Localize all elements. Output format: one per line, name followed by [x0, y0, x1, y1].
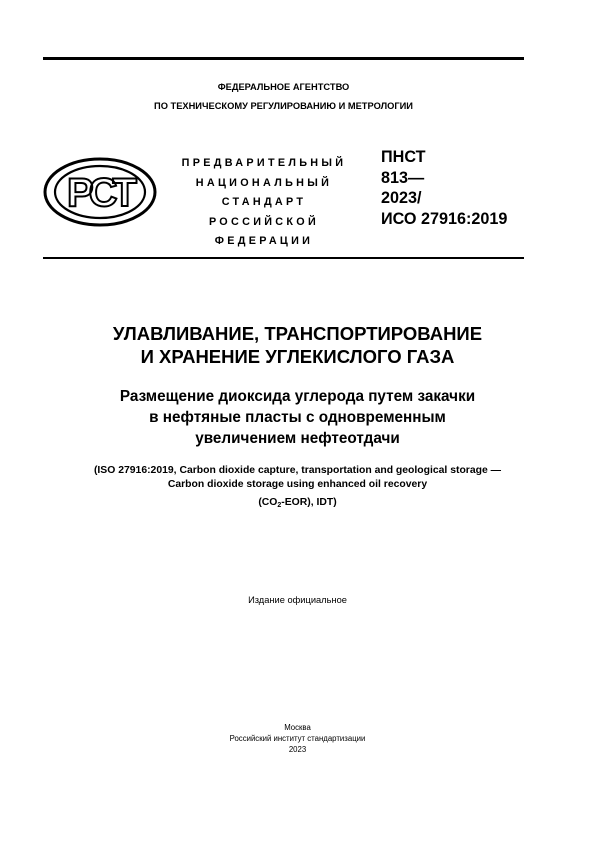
- prelim-line: НАЦИОНАЛЬНЫЙ: [195, 176, 333, 189]
- rst-logo-icon: [41, 154, 159, 230]
- publisher-institute: Российский институт стандартизации: [229, 734, 366, 743]
- prelim-line: СТАНДАРТ: [221, 196, 307, 208]
- rst-logo-text: РСТ: [66, 171, 134, 215]
- iso-ref-text: (CO: [258, 497, 278, 508]
- document-title-line1: УЛАВЛИВАНИЕ, ТРАНСПОРТИРОВАНИЕ: [112, 323, 483, 344]
- code-line: 2023/: [381, 189, 422, 207]
- agency-name-line1: ФЕДЕРАЛЬНОЕ АГЕНТСТВО: [217, 82, 350, 92]
- document-subtitle-line1: Размещение диоксида углерода путем закачки: [119, 388, 476, 405]
- top-rule: [43, 57, 524, 60]
- code-line: 813—: [381, 168, 425, 187]
- standard-code: [381, 147, 507, 229]
- publisher-city: Москва: [284, 723, 311, 732]
- code-line: ИСО 27916:2019: [381, 209, 508, 228]
- iso-reference-line2: Carbon dioxide storage using enhanced oil recovery: [167, 479, 428, 490]
- iso-ref-subscript: 2: [277, 502, 282, 509]
- document-title-line2: И ХРАНЕНИЕ УГЛЕКИСЛОГО ГАЗА: [140, 346, 455, 367]
- prelim-line: ФЕДЕРАЦИИ: [214, 235, 314, 247]
- document-subtitle-line3: увеличением нефтеотдачи: [195, 430, 400, 447]
- publisher-year: 2023: [288, 745, 307, 754]
- prelim-line: ПРЕДВАРИТЕЛЬНЫЙ: [181, 157, 347, 169]
- iso-reference-line3: [40, 495, 555, 513]
- header-divider: [43, 257, 524, 259]
- iso-ref-text: -EOR), IDT): [281, 497, 337, 508]
- prelim-line: РОССИЙСКОЙ: [208, 215, 320, 228]
- document-subtitle-line2: в нефтяные пласты с одновременным: [149, 409, 446, 426]
- code-line: ПНСТ: [381, 148, 426, 166]
- preliminary-standard-block: [168, 154, 360, 252]
- iso-reference-line1: (ISO 27916:2019, Carbon dioxide capture, transportation and geological storage —: [93, 465, 502, 476]
- official-edition-label: Издание официальное: [248, 595, 347, 605]
- agency-name-line2: ПО ТЕХНИЧЕСКОМУ РЕГУЛИРОВАНИЮ И МЕТРОЛОГИИ: [154, 101, 413, 111]
